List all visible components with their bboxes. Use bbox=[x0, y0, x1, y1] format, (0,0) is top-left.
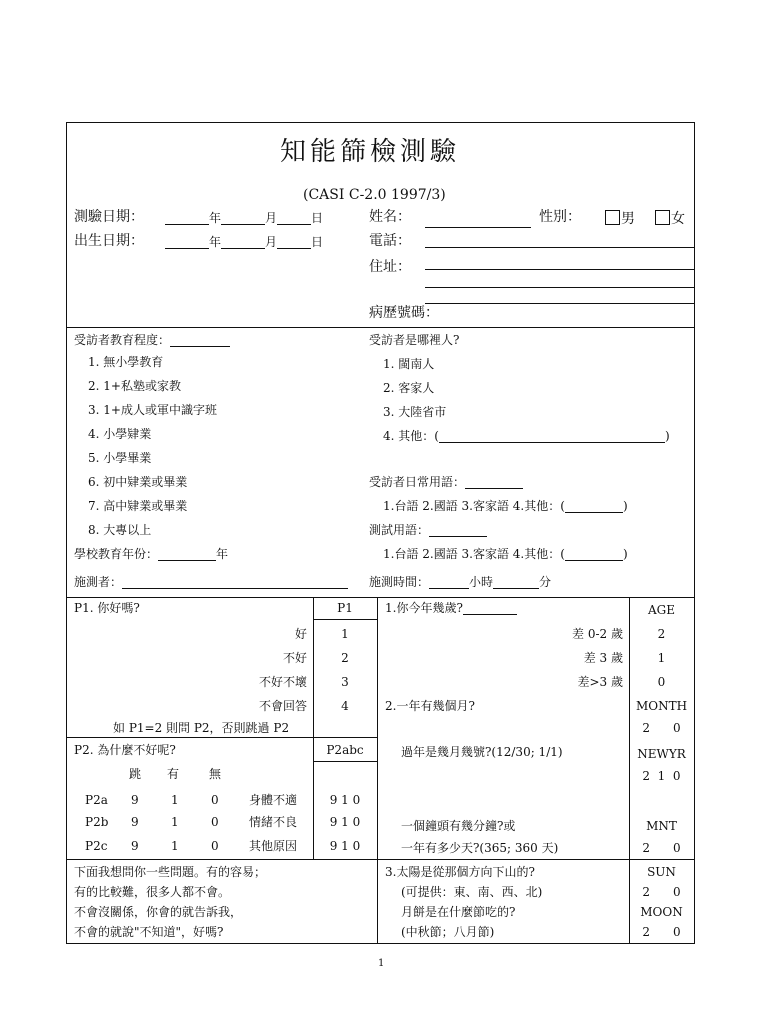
tester-field[interactable]: 施測者： bbox=[74, 575, 348, 589]
p1-question: P1. 你好嗎? bbox=[74, 601, 140, 615]
edu-item-4: 4. 小學肄業 bbox=[88, 427, 152, 441]
test-language-options[interactable]: 1.台語 2.國語 3.客家語 4.其他：( ) bbox=[383, 547, 628, 561]
origin-item-4[interactable]: 4. 其他：( ) bbox=[383, 429, 670, 443]
p2-row-no: 0 bbox=[211, 839, 219, 853]
address-field-line-2[interactable] bbox=[425, 287, 695, 288]
table-row-line bbox=[67, 737, 377, 738]
q2-months: 2.一年有幾個月? bbox=[385, 699, 475, 713]
page-number: 1 bbox=[378, 958, 385, 969]
origin-item-3: 3. 大陸省市 bbox=[383, 405, 447, 419]
birth-date-label: 出生日期： bbox=[74, 233, 144, 249]
score-newyr-values[interactable]: 2 1 0 bbox=[642, 769, 681, 783]
p1-option-code[interactable]: 1 bbox=[341, 627, 349, 641]
score-newyr-header: NEWYR bbox=[637, 747, 686, 761]
origin-item-1: 1. 閩南人 bbox=[383, 357, 435, 371]
edu-item-1: 1. 無小學教育 bbox=[88, 355, 164, 369]
p1-note: 如 P1=2 則問 P2，否則跳過 P2 bbox=[113, 721, 290, 735]
score-sun-values[interactable]: 2 0 bbox=[642, 885, 681, 899]
male-checkbox[interactable]: 男 bbox=[605, 210, 635, 227]
score-sun-header: SUN bbox=[647, 865, 676, 879]
score-mnt-values[interactable]: 2 0 bbox=[642, 841, 681, 855]
address-label: 住址： bbox=[369, 259, 411, 275]
form-title: 知能篩檢測驗 bbox=[280, 137, 461, 167]
phone-field[interactable] bbox=[425, 247, 695, 248]
q-moon-cake: 月餅是在什麼節吃的? bbox=[401, 905, 516, 919]
p2-row-no: 0 bbox=[211, 815, 219, 829]
intro-line-2: 有的比較難，很多人都不會。 bbox=[74, 885, 231, 899]
q3-sun: 3.太陽是從那個方向下山的? bbox=[385, 865, 535, 879]
origin-item-2: 2. 客家人 bbox=[383, 381, 435, 395]
p2-row-reason: 身體不適 bbox=[249, 793, 298, 807]
p1-option-label: 不好不壞 bbox=[258, 675, 307, 689]
test-duration-field[interactable]: 施測時間： 小時 分 bbox=[369, 575, 552, 589]
age-option: 差>3 歲 bbox=[577, 675, 623, 689]
p2-row-id: P2a bbox=[85, 793, 108, 807]
p2-row-yes: 1 bbox=[171, 815, 179, 829]
p2-row-id: P2c bbox=[85, 839, 108, 853]
casi-form bbox=[66, 122, 695, 944]
table-row-line bbox=[313, 619, 377, 620]
table-row-line bbox=[67, 859, 694, 860]
phone-label: 電話： bbox=[369, 233, 411, 249]
edu-item-3: 3. 1+成人或軍中識字班 bbox=[88, 403, 217, 417]
p1-option-label: 不好 bbox=[282, 651, 307, 665]
p1-option-label: 好 bbox=[294, 627, 307, 641]
sex-label: 性別： bbox=[539, 209, 581, 225]
edu-item-7: 7. 高中肄業或畢業 bbox=[88, 499, 188, 513]
version-label: (CASI C-2.0 1997/3) bbox=[303, 187, 446, 203]
q1-age: 1.你今年幾歲? bbox=[385, 601, 517, 615]
p2-row-id: P2b bbox=[85, 815, 109, 829]
section-divider bbox=[67, 327, 694, 328]
score-age-value[interactable]: 1 bbox=[657, 651, 666, 665]
score-age-value[interactable]: 0 bbox=[657, 675, 666, 689]
q-days: 一年有多少天?(365; 360 天) bbox=[401, 841, 559, 855]
p2-header-no: 無 bbox=[209, 767, 222, 781]
daily-language-options[interactable]: 1.台語 2.國語 3.客家語 4.其他：( ) bbox=[383, 499, 628, 513]
p2-row-code[interactable]: 9 1 0 bbox=[329, 815, 361, 829]
p1-col-header: P1 bbox=[337, 601, 353, 615]
p2-row-skip: 9 bbox=[131, 839, 139, 853]
female-checkbox[interactable]: 女 bbox=[655, 210, 685, 227]
table-col-line bbox=[377, 597, 378, 943]
p2-header-yes: 有 bbox=[167, 767, 180, 781]
score-month-header: MONTH bbox=[635, 699, 688, 713]
age-option: 差 3 歲 bbox=[583, 651, 623, 665]
p2-row-yes: 1 bbox=[171, 793, 179, 807]
p1-option-label: 不會回答 bbox=[258, 699, 307, 713]
daily-language-field[interactable]: 受訪者日常用語： bbox=[369, 475, 523, 489]
q-minutes: 一個鐘頭有幾分鐘?或 bbox=[401, 819, 516, 833]
test-date-field[interactable]: 年 月 日 bbox=[165, 211, 323, 225]
school-years-field[interactable]: 學校教育年份： 年 bbox=[74, 547, 229, 561]
p2-col-header: P2abc bbox=[326, 743, 364, 757]
score-age-value[interactable]: 2 bbox=[657, 627, 666, 641]
p2-header-skip: 跳 bbox=[129, 767, 142, 781]
name-field[interactable] bbox=[425, 215, 531, 228]
p2-row-yes: 1 bbox=[171, 839, 179, 853]
edu-item-2: 2. 1+私塾或家教 bbox=[88, 379, 181, 393]
score-mnt-header: MNT bbox=[646, 819, 677, 833]
address-field-line-1[interactable] bbox=[425, 269, 695, 270]
edu-item-8: 8. 大專以上 bbox=[88, 523, 152, 537]
p2-row-skip: 9 bbox=[131, 815, 139, 829]
name-label: 姓名： bbox=[369, 209, 411, 225]
score-month-values[interactable]: 2 0 bbox=[642, 721, 681, 735]
p2-row-skip: 9 bbox=[131, 793, 139, 807]
p2-row-reason: 其他原因 bbox=[249, 839, 298, 853]
test-language-field[interactable]: 測試用語： bbox=[369, 523, 487, 537]
p2-row-no: 0 bbox=[211, 793, 219, 807]
record-number-label: 病歷號碼： bbox=[369, 305, 439, 321]
q-new-year: 過年是幾月幾號?(12/30; 1/1) bbox=[401, 745, 563, 759]
p1-option-code[interactable]: 2 bbox=[341, 651, 349, 665]
address-field-line-3[interactable] bbox=[425, 303, 695, 304]
edu-item-5: 5. 小學畢業 bbox=[88, 451, 152, 465]
edu-item-6: 6. 初中肄業或畢業 bbox=[88, 475, 188, 489]
score-age-header: AGE bbox=[647, 603, 675, 617]
education-label: 受訪者教育程度： bbox=[74, 333, 230, 347]
origin-label: 受訪者是哪裡人? bbox=[369, 333, 460, 347]
birth-date-field[interactable]: 年 月 日 bbox=[165, 235, 323, 249]
score-moon-header: MOON bbox=[640, 905, 683, 919]
p2-row-reason: 情緒不良 bbox=[249, 815, 298, 829]
q3-hint: (可提供：東、南、西、北) bbox=[401, 885, 543, 899]
table-row-line bbox=[313, 761, 377, 762]
intro-line-1: 下面我想問你一些問題。有的容易； bbox=[74, 865, 267, 879]
p1-option-code[interactable]: 3 bbox=[341, 675, 349, 689]
intro-line-3: 不會沒關係，你會的就告訴我， bbox=[74, 905, 243, 919]
p2-row-code[interactable]: 9 1 0 bbox=[329, 839, 361, 853]
p1-option-code[interactable]: 4 bbox=[341, 699, 349, 713]
p2-question: P2. 為什麼不好呢? bbox=[74, 743, 176, 757]
table-top-line bbox=[67, 597, 694, 598]
p2-row-code[interactable]: 9 1 0 bbox=[329, 793, 361, 807]
test-date-label: 測驗日期： bbox=[74, 209, 144, 225]
q-moon-answer: (中秋節；八月節) bbox=[401, 925, 495, 939]
age-option: 差 0-2 歲 bbox=[572, 627, 623, 641]
intro-line-4: 不會的就說"不知道"，好嗎? bbox=[74, 925, 224, 939]
score-moon-values[interactable]: 2 0 bbox=[642, 925, 681, 939]
